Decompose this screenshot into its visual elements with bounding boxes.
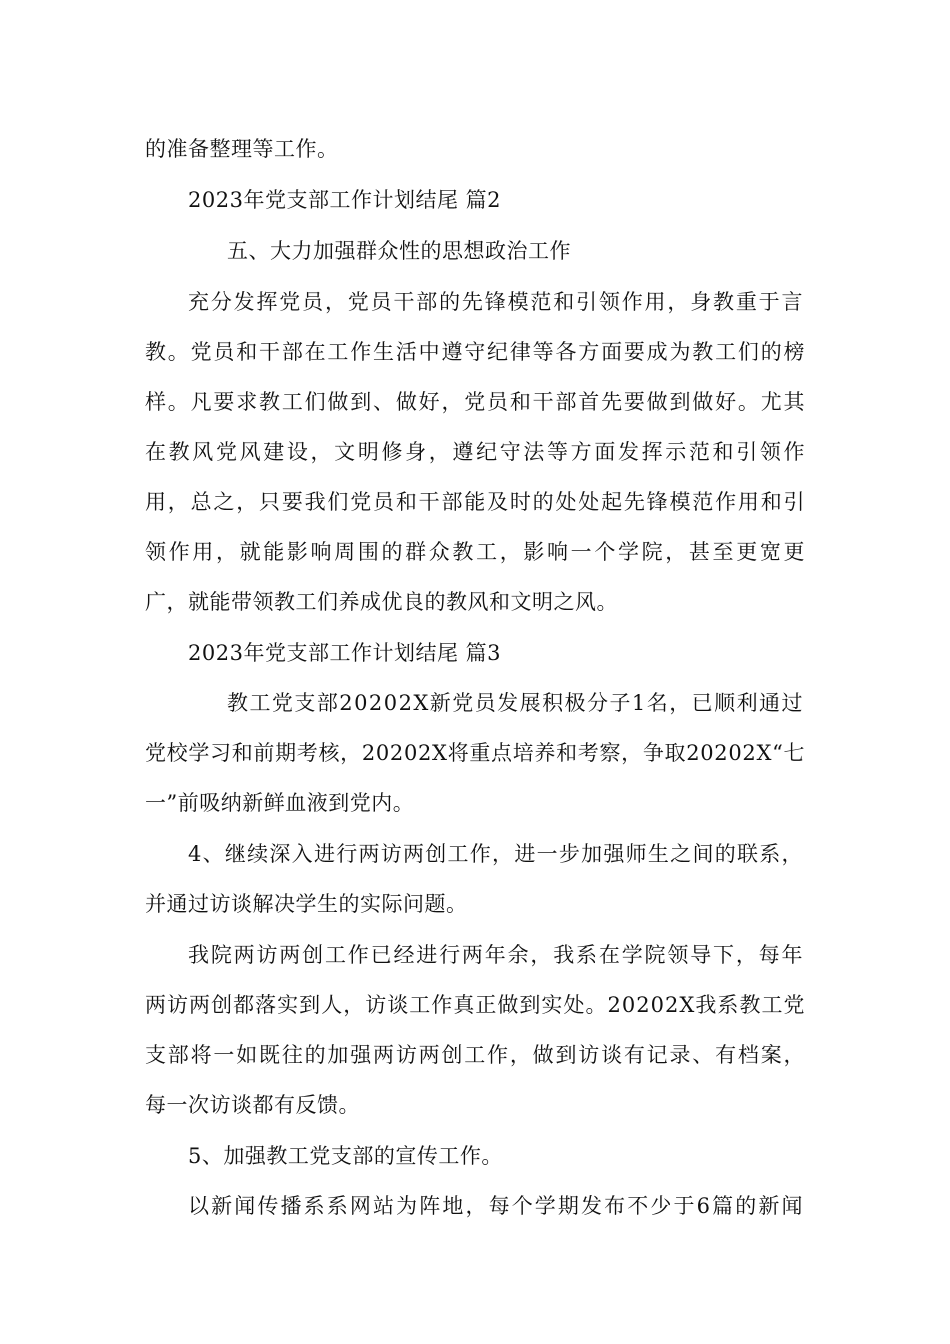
paragraph-line: 每一次访谈都有反馈。 [145,1093,360,1117]
paragraph-line-text: 支部将一如既往的加强两访两创工作，做到访谈有记录、有档案， [145,1043,807,1067]
subsection-heading: 五、大力加强群众性的思想政治工作 [227,239,571,263]
paragraph-line [145,438,808,466]
paragraph-line-text: 两访两创都落实到人，访谈工作真正做到实处。20202X我系教工党 [145,993,806,1017]
paragraph-line: 并通过访谈解决学生的实际问题。 [145,892,468,916]
paragraph-line [145,488,805,516]
paragraph-line-text: 教。党员和干部在工作生活中遵守纪律等各方面要成为教工们的榜 [145,340,807,364]
paragraph-line: 一”前吸纳新鲜血液到党内。 [145,791,415,815]
paragraph-line-text: 充分发挥党员，党员干部的先锋模范和引领作用，身教重于言 [188,290,805,314]
section-heading: 2023年党支部工作计划结尾 篇3 [188,641,501,665]
section-heading: 2023年党支部工作计划结尾 篇2 [188,188,501,212]
paragraph-line-text: 教工党支部20202X新党员发展积极分子1名，已顺利通过 [227,691,804,715]
paragraph-line [145,739,805,767]
paragraph-line [145,991,805,1019]
paragraph-line [145,338,805,366]
paragraph-line [188,1192,803,1220]
paragraph-line-text: 用，总之，只要我们党员和干部能及时的处处起先锋模范作用和引 [145,490,807,514]
paragraph-line-text: 以新闻传播系系网站为阵地，每个学期发布不少于6篇的新闻 [188,1194,805,1218]
paragraph-line-text: 领作用，就能影响周围的群众教工，影响一个学院，甚至更宽更 [145,540,808,564]
paragraph-line-text: 4、继续深入进行两访两创工作，进一步加强师生之间的联系， [188,842,804,866]
paragraph-line [145,388,805,416]
paragraph-line: 广，就能带领教工们养成优良的教风和文明之风。 [145,590,618,614]
paragraph-line-text: 在教风党风建设，文明修身，遵纪守法等方面发挥示范和引领作 [145,440,808,464]
paragraph-line [188,288,803,316]
paragraph-line-text: 我院两访两创工作已经进行两年余，我系在学院领导下，每年 [188,943,805,967]
paragraph-line-text: 党校学习和前期考核，20202X将重点培养和考察，争取20202X“七 [145,741,806,765]
paragraph-line [227,689,803,717]
paragraph-line [145,538,808,566]
paragraph-line [188,840,803,868]
paragraph-line-text: 样。凡要求教工们做到、做好，党员和干部首先要做到做好。尤其 [145,390,807,414]
paragraph-line [188,941,803,969]
text-line: 的准备整理等工作。 [145,137,339,161]
paragraph-line: 5、加强教工党支部的宣传工作。 [188,1144,503,1168]
paragraph-line [145,1041,805,1069]
